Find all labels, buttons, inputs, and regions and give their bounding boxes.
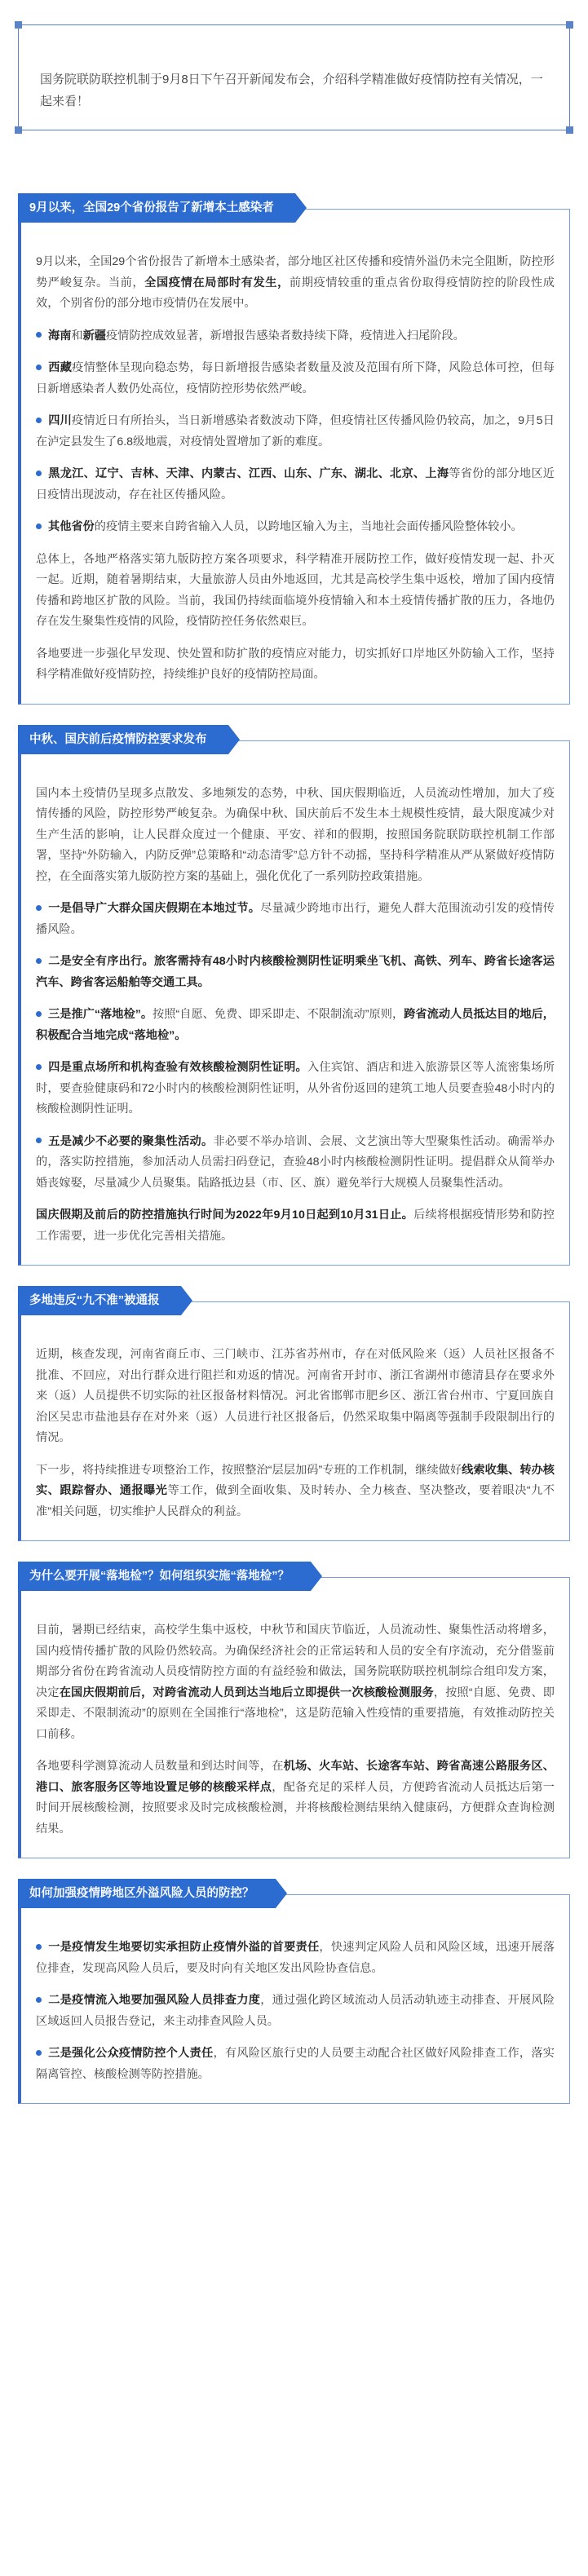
intro-text: 国务院联防联控机制于9月8日下午召开新闻发布会，介绍科学精准做好疫情防控有关情况，一起来看！ [40,73,543,108]
section-panel [18,1887,570,2104]
bold-text: 二是疫情流入地要加强风险人员排查力度 [48,1994,261,2007]
body-text: 的疫情主要来自跨省输入人员，以跨地区输入为主，当地社会面传播风险整体较小。 [94,520,523,533]
bullet-paragraph [36,1058,555,1120]
section-panel [18,732,570,1266]
bullet-paragraph [36,411,555,453]
section-4 [18,1570,570,1858]
bullet-paragraph [36,464,555,506]
body-text: 近期，核查发现，河南省商丘市、三门峡市、江苏省苏州市，存在对低风险来（返）人员社区报备不批准、不回应，对出行群众进行阻拦和劝返的情况。河南省开封市、浙江省湖州市德清县存在要求外来（返）人员提供不切实际的社区报备材料情况。河北省邯郸市肥乡区、浙江省台州市、宁夏回族自治区吴忠市盐池县存在对外来（返）人员进行社区报备后，仍然采取集中隔离等强制手段限制出行的情况。 [36,1348,555,1444]
bold-text: 海南 [48,329,72,342]
section-1 [18,201,570,705]
paragraph [36,1460,555,1523]
body-text: 疫情整体呈现向稳态势，每日新增报告感染者数量及波及范围有所下降，风险总体可控，但每日新增感染者人数仍处高位，疫情防控形势依然严峻。 [36,361,555,395]
bullet-dot-icon [36,2050,42,2056]
bullet-dot-icon [36,524,42,529]
section-panel [18,201,570,705]
bold-text: 四是重点场所和机构查验有效核酸检测阴性证明。 [48,1061,307,1074]
corner-decoration [15,126,22,134]
bullet-paragraph [36,1938,555,1979]
body-text: 后续将根据疫情形势和防控工作需要，进一步优化完善相关措施。 [36,1208,555,1243]
bold-text: 机场、火车站、长途客车站、跨省高速公路服务区、港口、旅客服务区等地设置足够的核酸采样点 [36,1760,555,1794]
bullet-dot-icon [36,1138,42,1143]
body-text: 前期疫情较重的重点省份取得疫情防控的阶段性成效，个别省份的部分地市疫情仍在发展中。 [36,276,555,310]
section-3 [18,1294,570,1541]
body-text: 入住宾馆、酒店和进入旅游景区等人流密集场所时，要查验健康码和72小时内的核酸检测阴性证明，从外省份返回的建筑工地人员要查验48小时内的核酸检测阴性证明。 [36,1061,555,1116]
bold-text: 二是安全有序出行。旅客需持有48小时内核酸检测阴性证明乘坐飞机、高铁、列车、跨省长途客运汽车、跨省客运船舶等交通工具。 [36,955,555,989]
section-title: 9月以来，全国29个省份报告了新增本土感染者 [18,193,295,223]
body-text: ，通过强化跨区域流动人员活动轨迹主动排查、开展风险区域返回人员报告登记，来主动排查风险人员。 [36,1994,555,2028]
bold-text: 西藏 [48,361,73,374]
bold-text: 全国疫情在局部时有发生， [144,276,290,289]
body-text: 和 [71,329,83,342]
bullet-paragraph [36,517,555,538]
bold-text: 在国庆假期前后，对跨省流动人员到达当地后立即提供一次核酸检测服务 [59,1686,434,1699]
body-text: ，快速判定风险人员和风险区域，迅速开展落位排查，发现高风险人员后，要及时向有关地区发出风险协查信息。 [36,1941,555,1975]
body-text: 按照“自愿、免费、即采即走、不限制流动”原则， [153,1008,405,1021]
body-text: 9月以来，全国29个省份报告了新增本土感染者，部分地区社区传播和疫情外溢仍未完全阻断，防控形势严峻复杂。当前， [36,255,555,289]
body-text: 疫情防控成效显著，新增报告感染者数持续下降，疫情进入扫尾阶段。 [105,329,465,342]
paragraph [36,1205,555,1247]
body-text: 等工作，做到全面收集、及时转办、全力核查、坚决整改，要着眼决“九不准”相关问题，切实维护人民群众的利益。 [36,1484,555,1518]
bold-text: 三是推广“落地检”。 [48,1008,153,1021]
body-text: 疫情近日有所抬头，当日新增感染者数波动下降，但疫情社区传播风险仍较高，加之，9月5日在泸定县发生了6.8级地震，对疫情处置增加了新的难度。 [36,414,555,448]
bullet-dot-icon [36,1944,42,1950]
paragraph [36,1620,555,1745]
bullet-paragraph [36,1991,555,2032]
section-panel [18,1294,570,1541]
bullet-dot-icon [36,365,42,370]
body-text: 非必要不举办培训、会展、文艺演出等大型聚集性活动。确需举办的，落实防控措施，参加活动人员需扫码登记，查验48小时内核酸检测阴性证明。提倡群众从简举办婚丧嫁娶，尽量减少人员聚集。陆路抵边县（市、区、旗）避免举行大规模人员聚集性活动。 [36,1134,555,1190]
section-panel [18,1570,570,1858]
body-text: 目前，暑期已经结束，高校学生集中返校，中秋节和国庆节临近，人员流动性、聚集性活动将增多，国内疫情传播扩散的风险仍然较高。为确保经济社会的正常运转和人员的安全有序流动，充分借鉴前期部分省份在跨省流动人员疫情防控方面的有益经验和做法，国务院联防联控机制综合组印发方案，决定 [36,1624,555,1699]
section-title: 为什么要开展“落地检”？如何组织实施“落地检”？ [18,1562,311,1591]
bullet-paragraph [36,1005,555,1046]
bullet-dot-icon [36,1997,42,2003]
body-text: 各地要进一步强化早发现、快处置和防扩散的疫情应对能力，切实抓好口岸地区外防输入工作，坚持科学精准做好疫情防控，持续维护良好的疫情防控局面。 [36,647,555,681]
bullet-paragraph [36,899,555,940]
body-text: 等省份的部分地区近日疫情出现波动，存在社区传播风险。 [36,467,555,502]
bullet-dot-icon [36,958,42,964]
body-text: ，配备充足的采样人员，方便跨省流动人员抵达后第一时间开展核酸检测，按照要求及时完成核酸检测，并将核酸检测结果纳入健康码，方便群众查询检测结果。 [36,1780,555,1836]
section-5 [18,1887,570,2104]
bullet-paragraph [36,952,555,993]
section-title: 中秋、国庆前后疫情防控要求发布 [18,725,228,754]
body-text: ，按照“自愿、免费、即采即走、不限制流动”的原则在全国推行“落地检”，这是防范输入性疫情的重要措施，有效推动防控关口前移。 [36,1686,555,1741]
paragraph [36,550,555,633]
bold-text: 新疆 [82,329,106,342]
body-text: 各地要科学测算流动人员数量和到达时间等，在 [36,1760,284,1773]
article [0,24,588,2104]
intro-box [18,24,570,130]
bold-text: 线索收集、转办核实、跟踪督办、通报曝光 [36,1463,555,1497]
body-text: ，有风险区旅行史的人员要主动配合社区做好风险排查工作，落实隔离管控、核酸检测等防控措施。 [36,2047,555,2081]
section-title: 多地违反“九不准”被通报 [18,1286,181,1315]
bullet-paragraph [36,2044,555,2085]
corner-decoration [15,21,22,29]
paragraph [36,1345,555,1449]
bold-text: 五是减少不必要的聚集性活动。 [48,1134,214,1148]
paragraph [36,1756,555,1840]
body-text: 尽量减少跨地市出行，避免人群大范围流动引发的疫情传播风险。 [36,902,555,936]
body-text: 国内本土疫情仍呈现多点散发、多地频发的态势，中秋、国庆假期临近，人员流动性增加，加大了疫情传播的风险，防控形势严峻复杂。为确保中秋、国庆前后不发生本土规模性疫情，最大限度减少对生产生活的影响，让人民群众度过一个健康、平安、祥和的假期，按照国务院联防联控机制工作部署，坚持“外防输入，内防反弹”总策略和“动态清零”总方针不动摇，坚持科学精准从严从紧做好疫情防控，在全面落实第九版防控方案的基础上，强化优化了一系列防控政策措施。 [36,786,555,883]
body-text: 总体上，各地严格落实第九版防控方案各项要求，科学精准开展防控工作，做好疫情发现一起、扑灭一起。近期，随着暑期结束，大量旅游人员由外地返回，尤其是高校学生集中返校，增加了国内疫情传播和跨地区扩散的风险。当前，我国仍持续面临境外疫情输入和本土疫情传播扩散的压力，各地仍存在发生聚集性疫情的风险，疫情防控任务依然艰巨。 [36,552,555,628]
bold-text: 四川 [48,414,73,427]
bold-text: 国庆假期及前后的防控措施执行时间为2022年9月10日起到10月31日止。 [36,1208,414,1222]
bold-text: 其他省份 [48,520,95,533]
bullet-paragraph [36,1132,555,1195]
bullet-dot-icon [36,471,42,476]
bold-text: 跨省流动人员抵达目的地后，积极配合当地完成“落地检”。 [36,1008,555,1042]
bullet-dot-icon [36,1011,42,1017]
paragraph [36,784,555,888]
bullet-paragraph [36,326,555,347]
corner-decoration [566,21,573,29]
section-2 [18,732,570,1266]
bullet-dot-icon [36,1064,42,1070]
bullet-dot-icon [36,905,42,911]
section-title: 如何加强疫情跨地区外溢风险人员的防控？ [18,1879,276,1908]
bullet-paragraph [36,358,555,400]
bullet-dot-icon [36,418,42,423]
corner-decoration [566,126,573,134]
bold-text: 一是疫情发生地要切实承担防止疫情外溢的首要责任 [48,1941,320,1954]
body-text: 下一步，将持续推进专项整治工作，按照整治“层层加码”专班的工作机制，继续做好 [36,1463,462,1477]
paragraph [36,252,555,315]
bold-text: 三是强化公众疫情防控个人责任 [48,2047,214,2060]
bold-text: 一是倡导广大群众国庆假期在本地过节。 [48,902,261,915]
paragraph [36,644,555,686]
bullet-dot-icon [36,332,42,338]
bold-text: 黑龙江、辽宁、吉林、天津、内蒙古、江西、山东、广东、湖北、北京、上海 [48,467,449,480]
